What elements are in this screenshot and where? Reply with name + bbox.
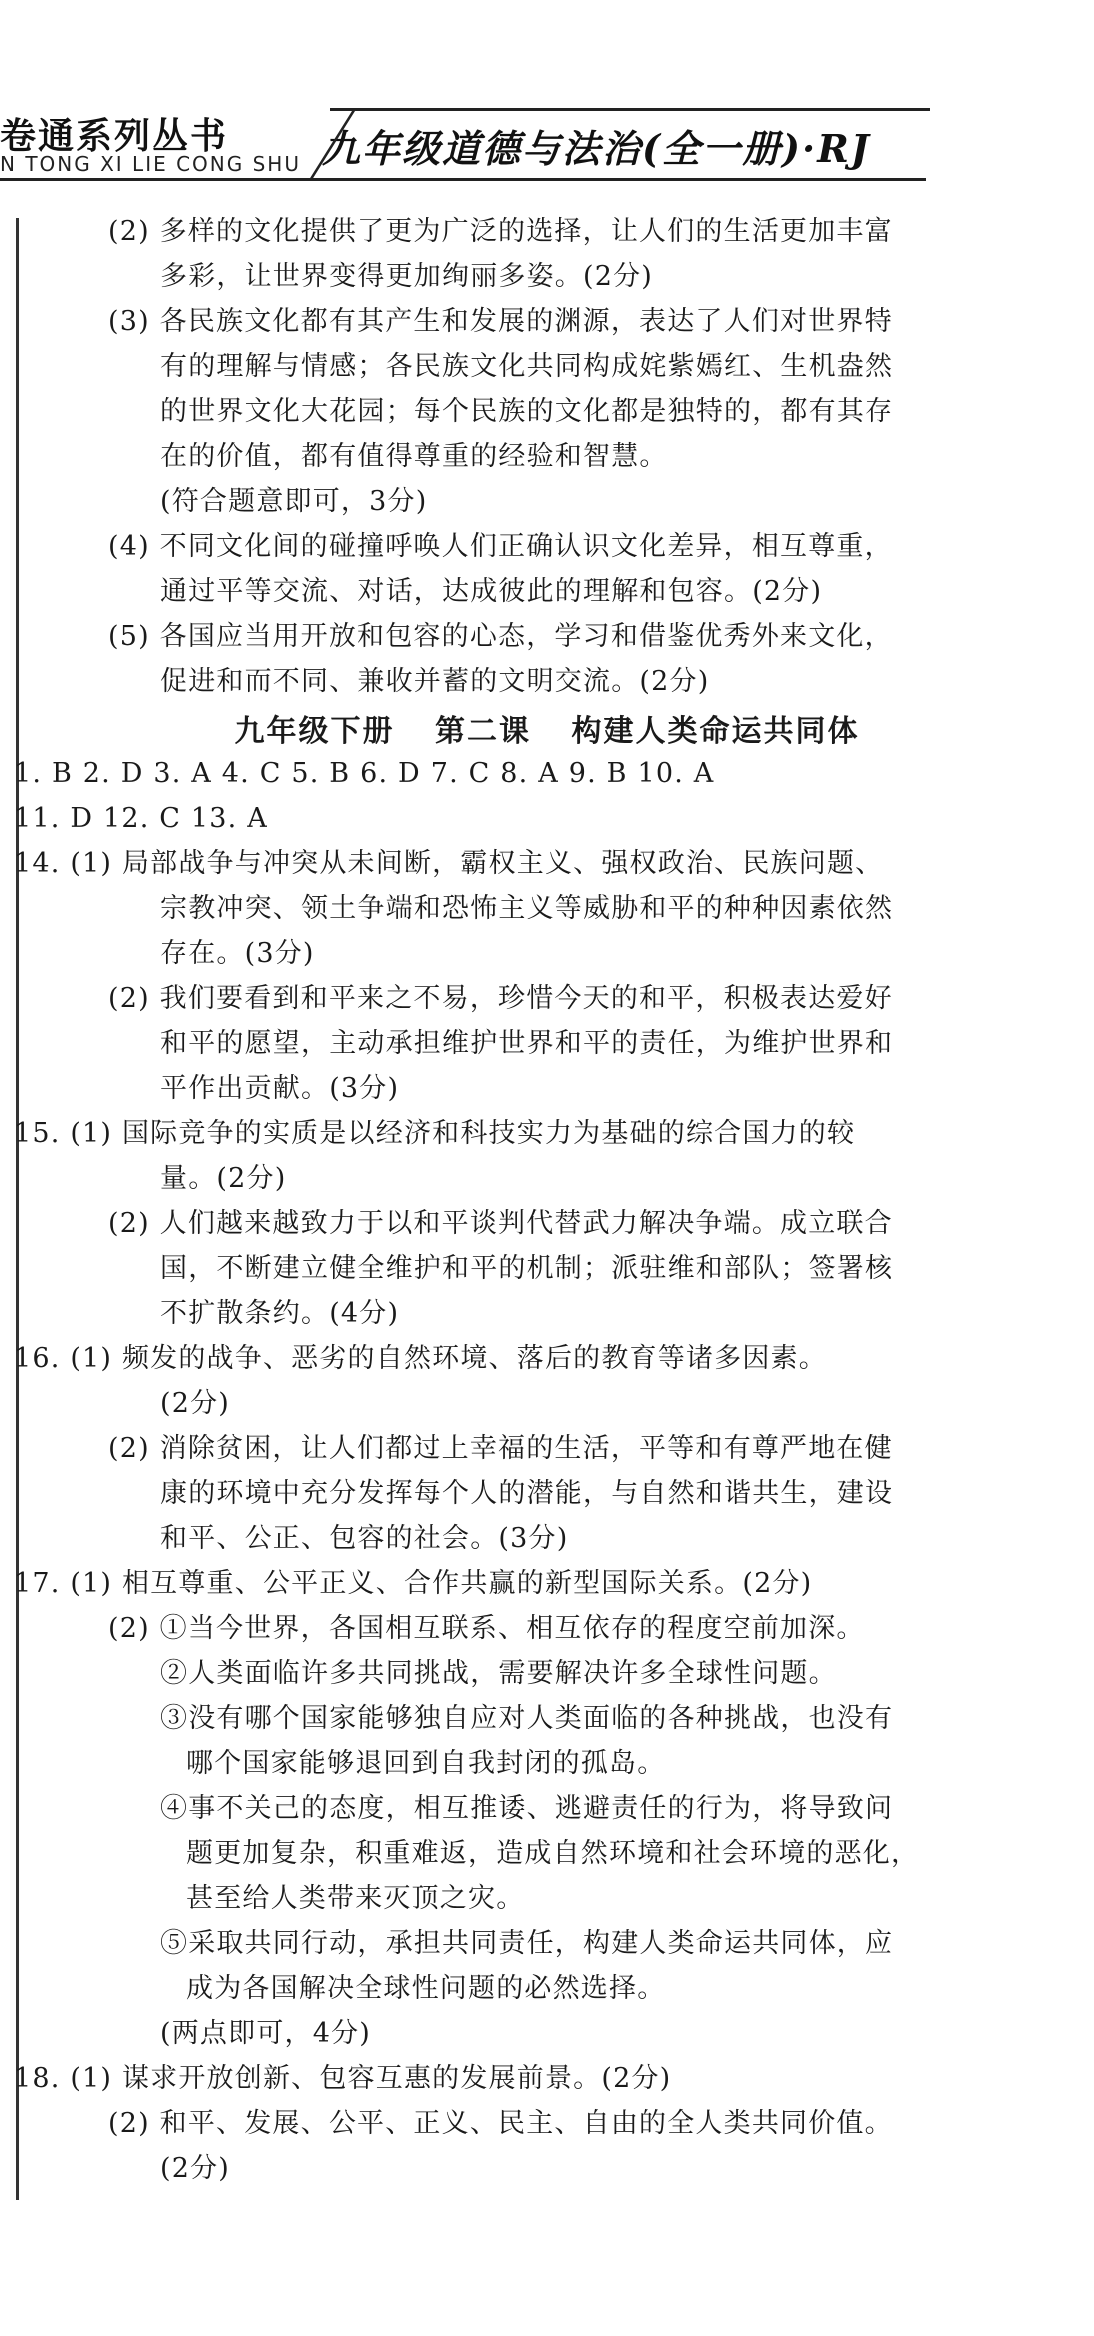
answer-line: 平作出贡献。(3分): [160, 1073, 400, 1104]
answer-line: 成为各国解决全球性问题的必然选择。: [186, 1973, 666, 2004]
answer-line: 不扩散条约。(4分): [160, 1298, 400, 1329]
answer-line: 促进和而不同、兼收并蓄的文明交流。(2分): [160, 666, 710, 697]
book-title: 九年级道德与法治(全一册)·RJ: [322, 126, 871, 171]
answer-line: (2分): [160, 2153, 231, 2184]
series-title: 卷通系列丛书: [0, 116, 229, 157]
section-title: 构建人类命运共同体: [571, 714, 860, 749]
answer-line: (2分): [160, 1388, 231, 1419]
section-grade: 九年级下册: [234, 714, 395, 749]
answer-line: 18. (1) 谋求开放创新、包容互惠的发展前景。(2分): [14, 2063, 672, 2094]
answer-line: ④事不关己的态度，相互推诿、逃避责任的行为，将导致问: [160, 1793, 894, 1824]
answer-line: (2) 消除贫困，让人们都过上幸福的生活，平等和有尊严地在健: [108, 1433, 893, 1464]
answer-line: 哪个国家能够退回到自我封闭的孤岛。: [186, 1748, 666, 1779]
answer-line: 和平、公正、包容的社会。(3分): [160, 1523, 569, 1554]
answer-line: 康的环境中充分发挥每个人的潜能，与自然和谐共生，建设: [160, 1478, 894, 1509]
answer-line: (符合题意即可，3分): [160, 486, 428, 517]
answer-line: 宗教冲突、领土争端和恐怖主义等威胁和平的种种因素依然: [160, 893, 894, 924]
section-heading: [0, 706, 1094, 750]
answer-line: (2) ①当今世界，各国相互联系、相互依存的程度空前加深。: [108, 1613, 865, 1644]
answer-line: 和平的愿望，主动承担维护世界和平的责任，为维护世界和: [160, 1028, 894, 1059]
answer-line: (4) 不同文化间的碰撞呼唤人们正确认识文化差异，相互尊重，: [108, 531, 893, 562]
answer-line: 有的理解与情感；各民族文化共同构成姹紫嫣红、生机盎然: [160, 351, 894, 382]
answer-line: ③没有哪个国家能够独自应对人类面临的各种挑战，也没有: [160, 1703, 894, 1734]
answer-line: (两点即可，4分): [160, 2018, 372, 2049]
answer-line: ②人类面临许多共同挑战，需要解决许多全球性问题。: [160, 1658, 837, 1689]
answer-line: 16. (1) 频发的战争、恶劣的自然环境、落后的教育等诸多因素。: [14, 1343, 827, 1374]
answer-line: 1. B 2. D 3. A 4. C 5. B 6. D 7. C 8. A 9. B 10. A: [14, 758, 715, 789]
answer-line: (3) 各民族文化都有其产生和发展的渊源，表达了人们对世界特: [108, 306, 893, 337]
section-lesson: 第二课: [435, 714, 531, 749]
answer-line: 的世界文化大花园；每个民族的文化都是独特的，都有其存: [160, 396, 894, 427]
answer-line: ⑤采取共同行动，承担共同责任，构建人类命运共同体，应: [160, 1928, 894, 1959]
answer-line: 15. (1) 国际竞争的实质是以经济和科技实力为基础的综合国力的较: [14, 1118, 856, 1149]
series-pinyin: N TONG XI LIE CONG SHU: [0, 152, 301, 176]
answer-line: (2) 我们要看到和平来之不易，珍惜今天的和平，积极表达爱好: [108, 983, 893, 1014]
answer-line: 甚至给人类带来灭顶之灾。: [186, 1883, 525, 1914]
answer-line: (2) 和平、发展、公平、正义、民主、自由的全人类共同价值。: [108, 2108, 893, 2139]
header-rule-top: [330, 108, 930, 111]
answer-line: 多彩，让世界变得更加绚丽多姿。(2分): [160, 261, 654, 292]
answer-line: 17. (1) 相互尊重、公平正义、合作共赢的新型国际关系。(2分): [14, 1568, 813, 1599]
answer-line: 量。(2分): [160, 1163, 287, 1194]
page-header: [0, 108, 930, 188]
header-rule-bottom: [0, 178, 926, 181]
answer-line: 国，不断建立健全维护和平的机制；派驻维和部队；签署核: [160, 1253, 894, 1284]
margin-rule: [16, 218, 19, 2200]
answer-line: 11. D 12. C 13. A: [14, 803, 268, 834]
answer-line: 在的价值，都有值得尊重的经验和智慧。: [160, 441, 668, 472]
answer-line: (5) 各国应当用开放和包容的心态，学习和借鉴优秀外来文化，: [108, 621, 893, 652]
answer-line: 题更加复杂，积重难返，造成自然环境和社会环境的恶化，: [186, 1838, 920, 1869]
answer-line: (2) 人们越来越致力于以和平谈判代替武力解决争端。成立联合: [108, 1208, 893, 1239]
answer-line: 存在。(3分): [160, 938, 315, 969]
answer-line: 14. (1) 局部战争与冲突从未间断，霸权主义、强权政治、民族问题、: [14, 848, 884, 879]
answer-line: 通过平等交流、对话，达成彼此的理解和包容。(2分): [160, 576, 823, 607]
answer-line: (2) 多样的文化提供了更为广泛的选择，让人们的生活更加丰富: [108, 216, 893, 247]
